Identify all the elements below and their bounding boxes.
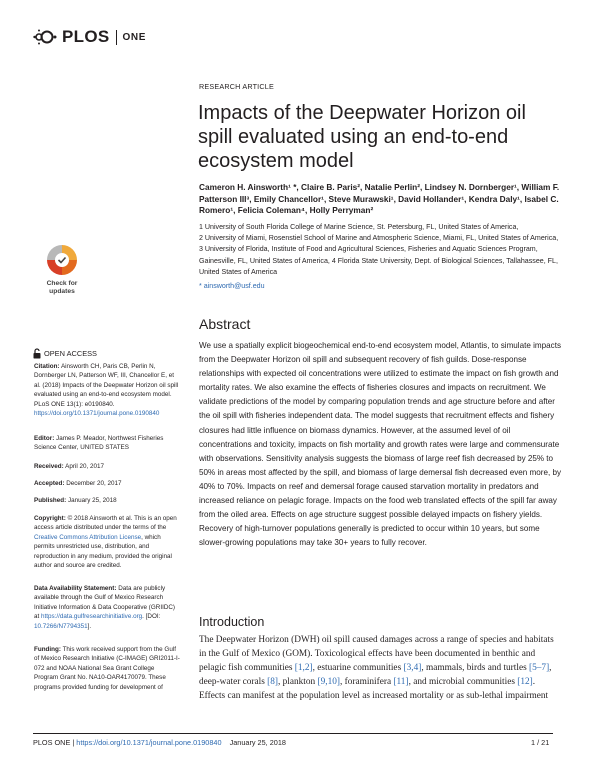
open-access: [33, 348, 97, 359]
footer-separator: |: [72, 738, 75, 747]
citation-link[interactable]: [8]: [267, 677, 278, 688]
intro-text: , mammals, birds and turtles: [421, 663, 530, 674]
corresponding-email[interactable]: * ainsworth@usf.edu: [199, 282, 265, 290]
footer-journal: PLOS ONE: [33, 738, 71, 747]
published-block: [34, 496, 180, 505]
copyright-text: © 2018 Ainsworth et al. This is an open access article distributed under the terms of the: [34, 515, 177, 532]
data-availability-text: ].: [87, 622, 92, 630]
intro-text: , foraminifera: [339, 677, 394, 688]
journal-name: ONE: [122, 31, 146, 43]
editor-block: [34, 434, 180, 453]
license-link[interactable]: Creative Commons Attribution License: [34, 533, 142, 541]
intro-text: The Deepwater Horizon (DWH) oil spill caused damages across a range of species and habitats in the Gulf of Mexico (GOM). Toxicological effects have been documented in benthic and pelagic fish communities: [199, 635, 554, 674]
abstract-text: We use a spatially explicit biogeochemical end-to-end ecosystem model, Atlantis, to simulate impacts from the Deepwater Horizon oil spill and subsequent recovery of fish guilds. Dose-response relationships with expected oil concentrations were utilized to estimate the impact on fish growth and mortality rates. We also examine the effects of fisheries closures and impacts on recruitment. We validate predictions of the model by comparing population trends and age structure before and after the oil spill with fisheries independent data. The model suggests that recruitment effects and fishery closures had little influence on biomass dynamics. However, at the assumed level of oil concentrations and toxicity, impacts on fish mortality and growth rates were large and commensurate with observations. Sensitivity analysis suggests the biomass of large reef fish decreased by 25% to 50% in areas most affected by the spill, and biomass of large demersal fish decreased even more, by 40% to 70%. Impacts on reef and demersal forage caused starvation mortality in predators and increased reliance on pelagic forage. Impacts on the food web translated effects of the spill far away from the oiled area. Effects on age structure suggest possible delayed impacts on fishery yields. Recovery of high-turnover populations generally is predicted to occur within 10 years, but some slower-growing populations may take 30+ years to fully recover.: [199, 341, 562, 548]
introduction-heading: Introduction: [199, 615, 265, 629]
abstract-heading: Abstract: [199, 316, 251, 332]
funding-text: This work received support from the Gulf of Mexico Research Initiative (C-IMAGE) GRI2011-I-072 and NOAA National Sea Grant College Program Grant No. NA10-OAR4170079. These programs provided funding for development of: [34, 646, 180, 691]
citation-doi-link[interactable]: https://doi.org/10.1371/journal.pone.0190840: [34, 410, 160, 418]
check-for-updates-badge[interactable]: [34, 243, 90, 301]
page-number: 1 / 21: [531, 738, 550, 747]
affiliations: [199, 222, 564, 278]
article-title: Impacts of the Deepwater Horizon oil spill evaluated using an end-to-end ecosystem model: [198, 102, 526, 172]
badge-label: Check for updates: [46, 280, 78, 295]
footer-citation: [33, 738, 286, 747]
accepted-date: December 20, 2017: [66, 480, 122, 487]
copyright-block: [34, 514, 180, 570]
open-access-label: OPEN ACCESS: [44, 349, 97, 358]
citation-block: [34, 362, 180, 418]
funding-block: [34, 645, 180, 692]
data-availability-text: Data are publicly available through the Gulf of Mexico Research Initiative Information & Data Cooperative (GRIIDC) at: [34, 585, 176, 621]
author-list: Cameron H. Ainsworth¹ *, Claire B. Paris², Natalie Perlin², Lindsey N. Dornberger¹, William F. Patterson III³, Emily Chancellor¹, Steve Murawski¹, David Hollander¹, Kendra Daly¹, Isabel C. Romero¹, Felicia Coleman⁴, Holly Perryman²: [199, 182, 560, 215]
affiliation-1: 1 University of South Florida College of Marine Science, St. Petersburg, FL, United States of America,: [199, 223, 519, 231]
intro-text: , deep-water corals: [199, 663, 552, 688]
plos-mark-icon: [33, 28, 59, 46]
data-link[interactable]: https://data.gulfresearchinitiative.org: [41, 613, 143, 621]
check-updates-icon: [34, 243, 90, 279]
editor-text: James P. Meador, Northwest Fisheries Science Center, UNITED STATES: [34, 435, 164, 452]
citation-label: Citation:: [34, 363, 60, 370]
data-doi-link[interactable]: 10.7266/N7794351: [34, 622, 88, 630]
plos-one-logo[interactable]: [33, 27, 146, 47]
data-availability-label: Data Availability Statement:: [34, 585, 117, 592]
article-type: RESEARCH ARTICLE: [199, 82, 274, 91]
citation-link[interactable]: [11]: [393, 677, 409, 688]
intro-text: , estuarine communities: [312, 663, 404, 674]
citation-link[interactable]: [5–7]: [529, 663, 550, 674]
received-date: April 20, 2017: [65, 463, 105, 470]
citation-link[interactable]: [1,2]: [294, 663, 313, 674]
logo-divider: [116, 30, 117, 45]
citation-link[interactable]: [12]: [517, 677, 533, 688]
received-block: [34, 462, 180, 471]
data-availability-text: . [DOI:: [142, 613, 161, 621]
funding-label: Funding:: [34, 646, 61, 653]
intro-text: . Effects can manifest at the population level as increased mortality or as sub-lethal impairment: [199, 677, 549, 702]
citation-link[interactable]: [3,4]: [403, 663, 422, 674]
published-date: January 25, 2018: [67, 497, 117, 504]
intro-text: , plankton: [277, 677, 318, 688]
footer-rule: [33, 733, 553, 734]
citation-link[interactable]: [9,10]: [317, 677, 340, 688]
copyright-label: Copyright:: [34, 515, 66, 522]
introduction-text: [199, 633, 559, 703]
received-label: Received:: [34, 463, 64, 470]
open-lock-icon: [33, 348, 41, 359]
accepted-block: [34, 479, 180, 488]
footer-date: January 25, 2018: [229, 738, 286, 747]
logo-text: PLOS: [62, 27, 110, 46]
data-availability-block: [34, 584, 180, 631]
intro-text: , and microbial communities: [408, 677, 518, 688]
citation-text: Ainsworth CH, Paris CB, Perlin N, Dornberger LN, Patterson WF, III, Chancellor E, et al. (2018) Impacts of the Deepwater Horizon oil spill evaluated using an end-to-end ecosystem model. PLoS ONE 13(1): e0190840.: [34, 363, 179, 408]
editor-label: Editor:: [34, 435, 55, 442]
published-label: Published:: [34, 497, 67, 504]
copyright-text: , which permits unrestricted use, distribution, and reproduction in any medium, provided the original author and source are credited.: [34, 533, 172, 570]
footer-doi-link[interactable]: https://doi.org/10.1371/journal.pone.0190840: [76, 738, 222, 747]
affiliation-2: 2 University of Miami, Rosenstiel School of Marine and Atmospheric Science, Miami, FL, United States of America, 3 University of Florida, Institute of Food and Agricultural Sciences, Fisheries and Aquatic Sciences Program, Gainesville, FL, United States of America, 4 Florida State University, Dept. of Biological Sciences, Tallahassee, FL, United States of America: [199, 234, 559, 276]
accepted-label: Accepted:: [34, 480, 65, 487]
